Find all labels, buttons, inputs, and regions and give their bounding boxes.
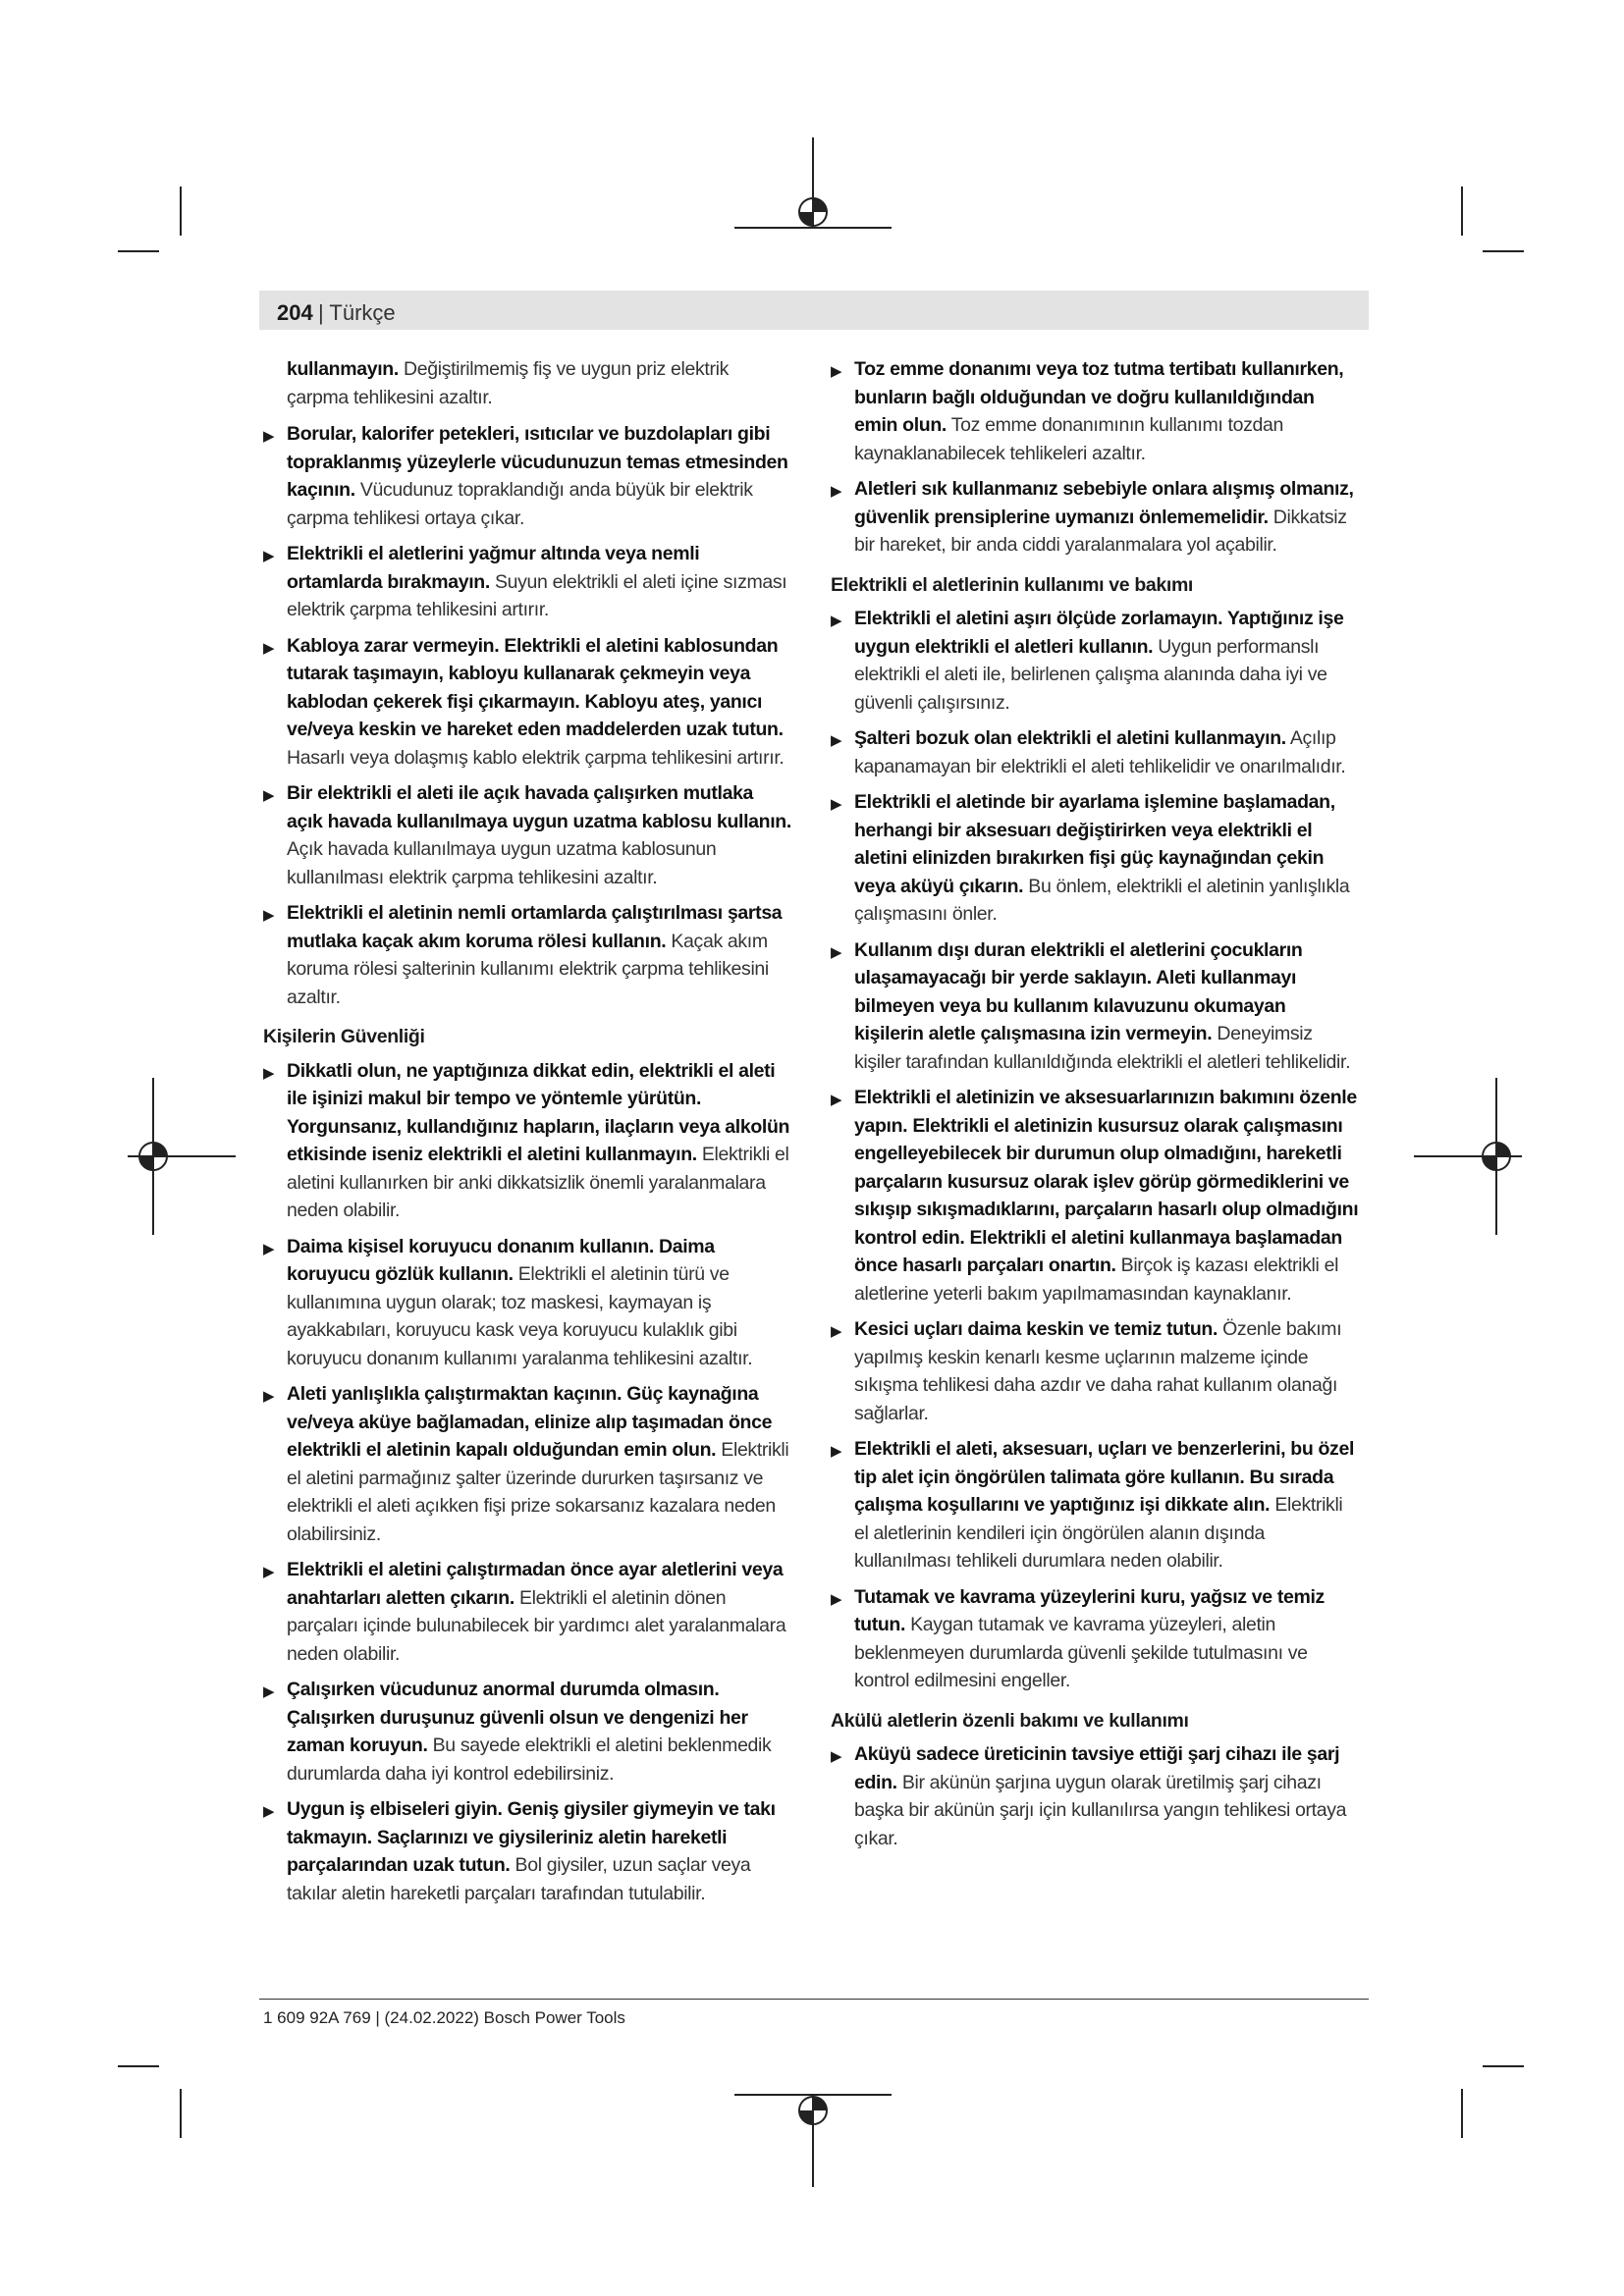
- safety-item-bold: Çalışırken vücudunuz anormal durumda olmasın. Çalışırken duruşunuz güvenli olsun ve dengenizi her zaman koruyun.: [287, 1679, 748, 1756]
- safety-item-bold: Dikkatli olun, ne yaptığınıza dikkat edin, elektrikli el aleti ile işinizi makul bir tempo ve yöntemle yürütün. Yorgunsanız, kullandığınız hapların, ilaçların veya alkolün etkisinde iseniz elektrikli el aletini kullanmayın.: [287, 1059, 790, 1165]
- bullet-triangle-icon: ▶: [263, 548, 275, 564]
- safety-item-text: Kaçak akım koruma rölesi şalterinin kullanımı elektrik çarpma tehlikesini azaltır.: [287, 930, 769, 1008]
- crop-mark-bl-v: [180, 2089, 182, 2138]
- crop-mark-bl-h: [118, 2065, 159, 2067]
- safety-item-bold: Elektrikli el aletinde bir ayarlama işlemine başlamadan, herhangi bir aksesuarı değiştirirken veya elektrikli el aletini elinizden bırakırken fişi güç kaynağından çekin veya aküyü çıkarın.: [854, 791, 1335, 897]
- safety-item: [831, 475, 1359, 560]
- bullet-triangle-icon: ▶: [263, 1803, 275, 1820]
- safety-item-bold: Tutamak ve kavrama yüzeylerini kuru, yağsız ve temiz tutun.: [854, 1585, 1325, 1635]
- safety-item-text: Birçok iş kazası elektrikli el aletlerine yeterli bakım yapılmamasından kaynaklanır.: [854, 1255, 1339, 1305]
- safety-item-text: Bu sayede elektrikli el aletini beklenmedik durumlarda daha iyi kontrol edebilirsiniz.: [287, 1735, 772, 1785]
- bullet-triangle-icon: ▶: [263, 787, 275, 804]
- registration-mark-right: [1414, 1070, 1532, 1247]
- bullet-triangle-icon: ▶: [831, 796, 842, 813]
- section-heading-personal-safety: Kişilerin Güvenliği: [263, 1026, 425, 1047]
- header-bar: [259, 291, 1369, 330]
- safety-item: [831, 1740, 1359, 1852]
- safety-item: [263, 1380, 791, 1548]
- safety-item-text: Toz emme donanımının kullanımı tozdan kaynaklanabilecek tehlikeleri azaltır.: [854, 414, 1283, 464]
- safety-item-bold: Borular, kalorifer petekleri, ısıtıcılar ve buzdolapları gibi topraklanmış yüzeylerle vücudunuzun temas etmesinden kaçının.: [287, 423, 788, 501]
- left-column: [263, 355, 791, 1915]
- safety-item: [263, 1556, 791, 1668]
- intro-paragraph: kullanmayın. Değiştirilmemiş fiş ve uygun priz elektrik çarpma tehlikesini azaltır.: [287, 358, 729, 408]
- bullet-triangle-icon: ▶: [263, 1683, 275, 1700]
- section-heading-tool-use: Elektrikli el aletlerinin kullanımı ve bakımı: [831, 573, 1193, 596]
- bullet-triangle-icon: ▶: [831, 613, 842, 629]
- safety-item: [263, 1233, 791, 1373]
- safety-item-bold: Daima kişisel koruyucu donanım kullanın. Daima koruyucu gözlük kullanın.: [287, 1235, 715, 1285]
- safety-list-tool-use: [831, 605, 1359, 1695]
- safety-item-text: Açık havada kullanılmaya uygun uzatma kablosunun kullanılması elektrik çarpma tehlikesini azaltır.: [287, 838, 717, 888]
- safety-item-text: Dikkatsiz bir hareket, bir anda ciddi yaralanmalara yol açabilir.: [854, 506, 1347, 556]
- safety-list-dust: [831, 355, 1359, 560]
- safety-item-text: Elektrikli el aletini kullanırken bir anki dikkatsizlik önemli yaralanmalara neden olabilir.: [287, 1144, 789, 1221]
- bullet-triangle-icon: ▶: [831, 1748, 842, 1765]
- safety-item-text: Kaygan tutamak ve kavrama yüzeyleri, aletin beklenmeyen durumlarda güvenli şekilde tutulmasını ve kontrol edilmesini engeller.: [854, 1614, 1308, 1691]
- safety-item-bold: Aleti yanlışlıkla çalıştırmaktan kaçının. Güç kaynağına ve/veya aküye bağlamadan, elinize alıp taşımadan önce elektrikli el aletinin kapalı olduğundan emin olun.: [287, 1383, 773, 1461]
- crop-mark-tl-h: [118, 250, 159, 252]
- safety-item: [831, 605, 1359, 717]
- safety-item: [263, 1676, 791, 1788]
- safety-item: [263, 1795, 791, 1907]
- footer-text: 1 609 92A 769 | (24.02.2022) Bosch Power Tools: [263, 2008, 625, 2027]
- bullet-triangle-icon: ▶: [263, 639, 275, 657]
- bullet-triangle-icon: ▶: [831, 363, 842, 380]
- safety-item: [263, 779, 791, 891]
- safety-item: [263, 632, 791, 773]
- safety-item-text: Deneyimsiz kişiler tarafından kullanıldığında elektrikli el aletleri tehlikelidir.: [854, 1023, 1351, 1073]
- safety-item-text: Açılıp kapanamayan bir elektrikli el aleti tehlikelidir ve onarılmalıdır.: [854, 727, 1346, 777]
- safety-item-text: Bu önlem, elektrikli el aletinin yanlışlıkla çalışmasını önler.: [854, 875, 1350, 925]
- safety-item: [831, 1435, 1359, 1575]
- safety-item-bold: Aküyü sadece üreticinin tavsiye ettiği şarj cihazı ile şarj edin.: [854, 1743, 1340, 1793]
- right-column: [831, 355, 1359, 1860]
- bullet-triangle-icon: ▶: [263, 1564, 275, 1580]
- safety-item-text: Vücudunuz topraklandığı anda büyük bir elektrik çarpma tehlikesi ortaya çıkar.: [287, 479, 753, 529]
- safety-item-bold: Kabloya zarar vermeyin. Elektrikli el aletini kablosundan tutarak taşımayın, kabloyu kullanarak çekmeyin veya kablodan çekerek fişi çıkarmayın. Kabloyu ateş, yanıcı ve/veya keskin ve hareket eden maddelerden uzak tutun.: [287, 634, 784, 740]
- safety-item-text: Elektrikli el aletini parmağınız şalter üzerinde dururken taşırsanız ve elektrikli el aleti açıkken fişi prize sokarsanız kazalara neden olabilirsiniz.: [287, 1439, 789, 1545]
- crop-mark-tr-h: [1483, 250, 1524, 252]
- safety-item-text: Bol giysiler, uzun saçlar veya takılar aletin hareketli parçaları tarafından tutulabilir.: [287, 1854, 751, 1904]
- safety-item-text: Özenle bakımı yapılmış keskin kenarlı kesme uçlarının malzeme içinde sıkışma tehlikesi daha azdır ve daha rahat kullanım olanağı sağlarlar.: [854, 1318, 1342, 1424]
- safety-item: [831, 788, 1359, 929]
- safety-item-text: Uygun performanslı elektrikli el aleti ile, belirlenen çalışma alanında daha iyi ve güvenli çalışırsınız.: [854, 635, 1327, 714]
- page-number: 204: [277, 300, 313, 325]
- safety-item-bold: Aletleri sık kullanmanız sebebiyle onlara alışmış olmanız, güvenlik prensiplerine uymanızı önlememelidir.: [854, 478, 1354, 528]
- registration-mark-top: [727, 137, 903, 255]
- safety-item-bold: Elektrikli el aletinin nemli ortamlarda çalıştırılması şartsa mutlaka kaçak akım koruma rölesi kullanın.: [287, 902, 783, 952]
- safety-item-text: Suyun elektrikli el aleti içine sızması elektrik çarpma tehlikesini artırır.: [287, 570, 787, 620]
- safety-list-personal: [263, 1057, 791, 1908]
- safety-item-bold: Kullanım dışı duran elektrikli el aletlerini çocukların ulaşamayacağı bir yerde saklayın. Aleti kullanmayı bilmeyen veya bu kullanım kılavuzunu okumayan kişilerin aletle çalışmasına izin vermeyin.: [854, 938, 1303, 1044]
- safety-item-text: Bir akünün şarjına uygun olarak üretilmiş şarj cihazı başka bir akünün şarjı için kullanılırsa yangın tehlikesi ortaya çıkar.: [854, 1771, 1347, 1849]
- safety-list-electrical: [263, 420, 791, 1011]
- safety-item: [263, 1057, 791, 1225]
- bullet-triangle-icon: ▶: [831, 483, 842, 500]
- bullet-triangle-icon: ▶: [263, 1388, 275, 1405]
- safety-item-bold: Elektrikli el aletini çalıştırmadan önce ayar aletlerini veya anahtarları aletten çıkarın.: [287, 1559, 784, 1609]
- safety-item-text: Elektrikli el aletlerinin kendileri için öngörülen alanın dışında kullanılması tehlikeli durumlara neden olabilir.: [854, 1494, 1343, 1572]
- bullet-triangle-icon: ▶: [831, 1443, 842, 1460]
- crop-mark-tl-v: [180, 187, 182, 236]
- bullet-triangle-icon: ▶: [831, 1590, 842, 1608]
- safety-item-bold: Elektrikli el aletini aşırı ölçüde zorlamayın. Yaptığınız işe uygun elektrikli el aletleri kullanın.: [854, 608, 1344, 658]
- bullet-triangle-icon: ▶: [831, 1092, 842, 1108]
- safety-item: [263, 540, 791, 624]
- safety-item-bold: Şalteri bozuk olan elektrikli el aletini kullanmayın.: [854, 727, 1286, 749]
- safety-item: [263, 420, 791, 532]
- registration-mark-left: [118, 1070, 236, 1247]
- safety-item-bold: Uygun iş elbiseleri giyin. Geniş giysiler giymeyin ve takı takmayın. Saçlarınızı ve giysileriniz aletin hareketli parçalarından uzak tutun.: [287, 1798, 776, 1876]
- bullet-triangle-icon: ▶: [831, 943, 842, 961]
- safety-item-bold: Bir elektrikli el aleti ile açık havada çalışırken mutlaka açık havada kullanılmaya uygun uzatma kablosu kullanın.: [287, 782, 791, 832]
- section-heading-battery: Akülü aletlerin özenli bakımı ve kullanımı: [831, 1709, 1189, 1732]
- safety-item-bold: Elektrikli el aleti, aksesuarı, uçları ve benzerlerini, bu özel tip alet için öngörülen talimata göre kullanın. Bu sırada çalışma koşullarını ve yaptığınız işi dikkate alın.: [854, 1438, 1355, 1516]
- bullet-triangle-icon: ▶: [263, 907, 275, 924]
- page-language: | Türkçe: [318, 300, 396, 325]
- safety-item: [831, 1315, 1359, 1427]
- registration-mark-bottom: [727, 2081, 903, 2189]
- bullet-triangle-icon: ▶: [831, 1323, 842, 1340]
- safety-item: [831, 936, 1359, 1077]
- safety-item: [831, 355, 1359, 467]
- safety-item-bold: Kesici uçları daima keskin ve temiz tutun.: [854, 1318, 1218, 1340]
- safety-list-battery: [831, 1740, 1359, 1852]
- safety-item: [831, 1084, 1359, 1308]
- safety-item: [831, 1583, 1359, 1695]
- crop-mark-br-v: [1461, 2089, 1463, 2138]
- safety-item-text: Elektrikli el aletinin türü ve kullanımına uygun olarak; toz maskesi, kaymayan iş ayakkabıları, koruyucu kask veya koruyucu kulaklık gibi koruyucu donanım kullanımı yaralanma tehlikesini azaltır.: [287, 1263, 753, 1369]
- bullet-triangle-icon: ▶: [263, 1064, 275, 1082]
- safety-item-bold: Elektrikli el aletlerini yağmur altında veya nemli ortamlarda bırakmayın.: [287, 543, 700, 593]
- crop-mark-tr-v: [1461, 187, 1463, 236]
- footer-rule: [259, 1999, 1369, 2000]
- safety-item-bold: Toz emme donanımı veya toz tutma tertibatı kullanırken, bunların bağlı olduğundan ve doğru kullanıldığından emin olun.: [854, 358, 1344, 436]
- safety-item-text: Elektrikli el aletinin dönen parçaları içinde bulunabilecek bir yardımcı alet yaralanmalara neden olabilir.: [287, 1586, 786, 1665]
- safety-item: [831, 724, 1359, 780]
- safety-item-text: Hasarlı veya dolaşmış kablo elektrik çarpma tehlikesini artırır.: [287, 746, 785, 769]
- crop-mark-br-h: [1483, 2065, 1524, 2067]
- bullet-triangle-icon: ▶: [263, 428, 275, 445]
- safety-item-bold: Elektrikli el aletinizin ve aksesuarlarınızın bakımını özenle yapın. Elektrikli el aletinizin kusursuz olarak çalışmasını engelleyebilecek bir durumun olup olmadığını, hareketli parçaların kusursuz olarak işlev görüp görmediklerini ve sıkışıp sıkışmadıklarını, parçaların hasarlı olup olmadığını kontrol edin. Elektrikli el aletini kullanmaya başlamadan önce hasarlı parçaları onartın.: [854, 1087, 1359, 1276]
- bullet-triangle-icon: ▶: [263, 1240, 275, 1257]
- bullet-triangle-icon: ▶: [831, 732, 842, 749]
- safety-item: [263, 899, 791, 1011]
